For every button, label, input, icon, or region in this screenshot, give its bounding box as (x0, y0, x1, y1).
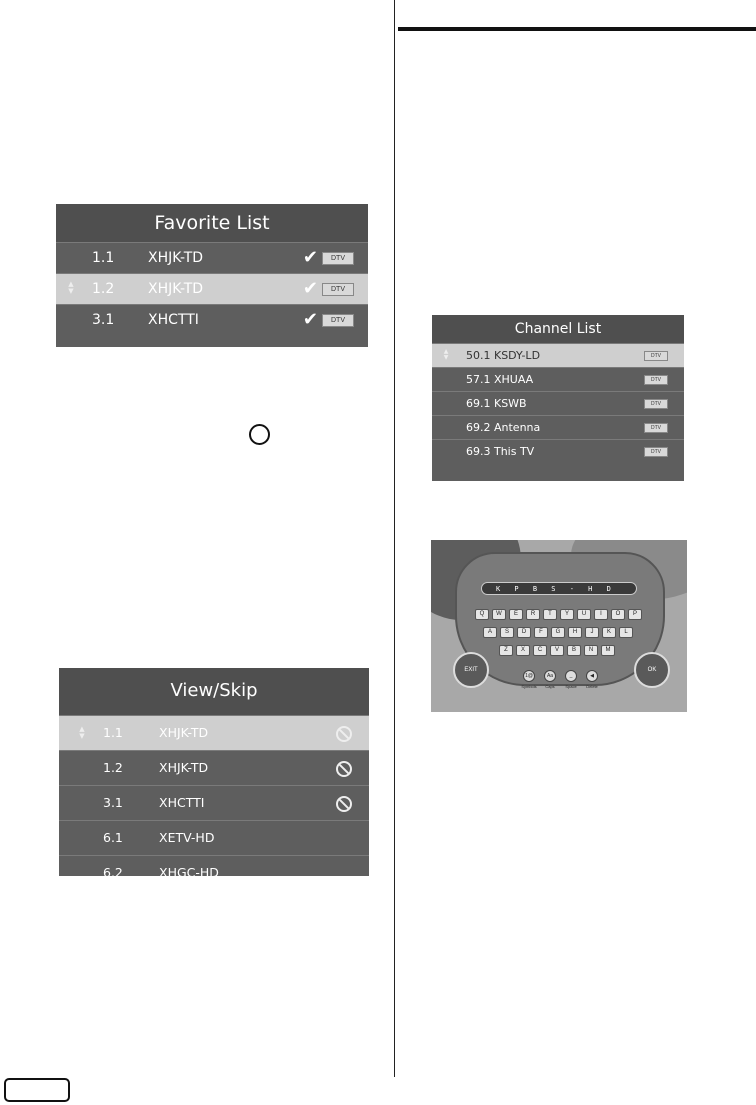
channel-list-row[interactable] (432, 367, 684, 391)
channel-name: 69.2 Antenna (466, 421, 541, 434)
view-skip-row[interactable] (59, 855, 369, 876)
channel-number: 1.2 (103, 760, 123, 775)
symbols-icon[interactable]: 1@ (523, 670, 535, 682)
keyboard-key[interactable]: Z (499, 645, 513, 656)
skip-icon[interactable] (336, 726, 352, 742)
view-skip-title: View/Skip (59, 668, 369, 715)
channel-number: 1.2 (92, 281, 115, 297)
dtv-badge: DTV (322, 252, 354, 265)
channel-name: XHJK-TD (148, 250, 204, 266)
dtv-badge: DTV (644, 399, 668, 409)
channel-name: 69.1 KSWB (466, 397, 527, 410)
view-skip-row[interactable] (59, 750, 369, 785)
channel-name: XHCTTI (159, 795, 205, 810)
channel-name: XHJK-TD (159, 760, 209, 775)
channel-name: XHJK-TD (148, 281, 204, 297)
keyboard-key[interactable]: V (550, 645, 564, 656)
channel-name: 50.1 KSDY-LD (466, 349, 541, 362)
dtv-badge: DTV (644, 351, 668, 361)
keyboard-key[interactable]: B (567, 645, 581, 656)
space-icon[interactable]: _ (565, 670, 577, 682)
channel-number: 3.1 (92, 312, 115, 328)
skip-icon[interactable] (336, 761, 352, 777)
keyboard-key[interactable]: L (619, 627, 633, 638)
keyboard-key[interactable]: P (628, 609, 642, 620)
scroll-arrows-icon: ▲ ▼ (443, 348, 449, 361)
dtv-badge: DTV (644, 375, 668, 385)
channel-list-row[interactable] (432, 415, 684, 439)
delete-icon[interactable]: ◀ (586, 670, 598, 682)
channel-name: XHJK-TD (159, 725, 209, 740)
channel-name: 69.3 This TV (466, 445, 535, 458)
view-skip-row[interactable] (59, 785, 369, 820)
checkmark-icon: ✔ (302, 247, 318, 268)
keyboard-key[interactable]: K (602, 627, 616, 638)
channel-number: 1.1 (92, 250, 115, 266)
keyboard-key[interactable]: C (533, 645, 547, 656)
keyboard-key[interactable]: G (551, 627, 565, 638)
keyboard-key[interactable]: D (517, 627, 531, 638)
function-label: Delete (586, 684, 598, 689)
favorite-list-title: Favorite List (56, 204, 368, 242)
skip-icon[interactable] (336, 796, 352, 812)
channel-name: 57.1 XHUAA (466, 373, 534, 386)
view-skip-panel (59, 668, 369, 876)
channel-number: 3.1 (103, 795, 123, 810)
favorite-list-row[interactable] (56, 273, 368, 304)
exit-button[interactable]: EXIT (453, 652, 489, 688)
keyboard-key[interactable]: T (543, 609, 557, 620)
column-divider (394, 0, 395, 1077)
function-label: Space (565, 684, 577, 689)
favorite-list-row[interactable] (56, 242, 368, 273)
function-label: Symbols (521, 684, 537, 689)
keyboard-key[interactable]: E (509, 609, 523, 620)
channel-number: 1.1 (103, 725, 123, 740)
channel-list-panel (432, 315, 684, 481)
channel-name: XHCTTI (148, 312, 199, 328)
keyboard-key[interactable]: A (483, 627, 497, 638)
checkmark-icon: ✔ (302, 278, 318, 299)
view-skip-row[interactable] (59, 715, 369, 750)
favorite-list-row[interactable] (56, 304, 368, 335)
keyboard-key[interactable]: Q (475, 609, 489, 620)
dtv-badge: DTV (644, 447, 668, 457)
keyboard-key[interactable]: M (601, 645, 615, 656)
channel-list-title: Channel List (432, 315, 684, 343)
channel-list-row[interactable] (432, 439, 684, 463)
scroll-arrows-icon: ▲ ▼ (68, 280, 74, 295)
keyboard-key[interactable]: F (534, 627, 548, 638)
keyboard-key[interactable]: X (516, 645, 530, 656)
keyboard-text-display[interactable]: K P B S - H D (481, 582, 637, 595)
channel-number: 6.1 (103, 830, 123, 845)
keyboard-key[interactable]: H (568, 627, 582, 638)
virtual-keyboard-screen (431, 540, 687, 712)
keyboard-key[interactable]: J (585, 627, 599, 638)
circle-button-icon (249, 424, 270, 445)
view-skip-row[interactable] (59, 820, 369, 855)
dtv-badge: DTV (644, 423, 668, 433)
caps-icon[interactable]: Aa (544, 670, 556, 682)
keyboard-key[interactable]: I (594, 609, 608, 620)
favorite-list-panel (56, 204, 368, 347)
keyboard-key[interactable]: U (577, 609, 591, 620)
channel-number: 6.2 (103, 865, 123, 876)
channel-list-row[interactable] (432, 391, 684, 415)
page-number-tab (4, 1078, 70, 1102)
scroll-arrows-icon: ▲ ▼ (79, 725, 85, 740)
dtv-badge: DTV (322, 283, 354, 296)
section-rule (398, 27, 756, 31)
channel-name: XHGC-HD (159, 865, 219, 876)
checkmark-icon: ✔ (302, 309, 318, 330)
keyboard-key[interactable]: Y (560, 609, 574, 620)
keyboard-key[interactable]: S (500, 627, 514, 638)
keyboard-key[interactable]: O (611, 609, 625, 620)
dtv-badge: DTV (322, 314, 354, 327)
function-label: Caps (545, 684, 555, 689)
keyboard-key[interactable]: W (492, 609, 506, 620)
keyboard-key[interactable]: N (584, 645, 598, 656)
channel-name: XETV-HD (159, 830, 215, 845)
keyboard-key[interactable]: R (526, 609, 540, 620)
channel-list-row[interactable] (432, 343, 684, 367)
ok-button[interactable]: OK (634, 652, 670, 688)
